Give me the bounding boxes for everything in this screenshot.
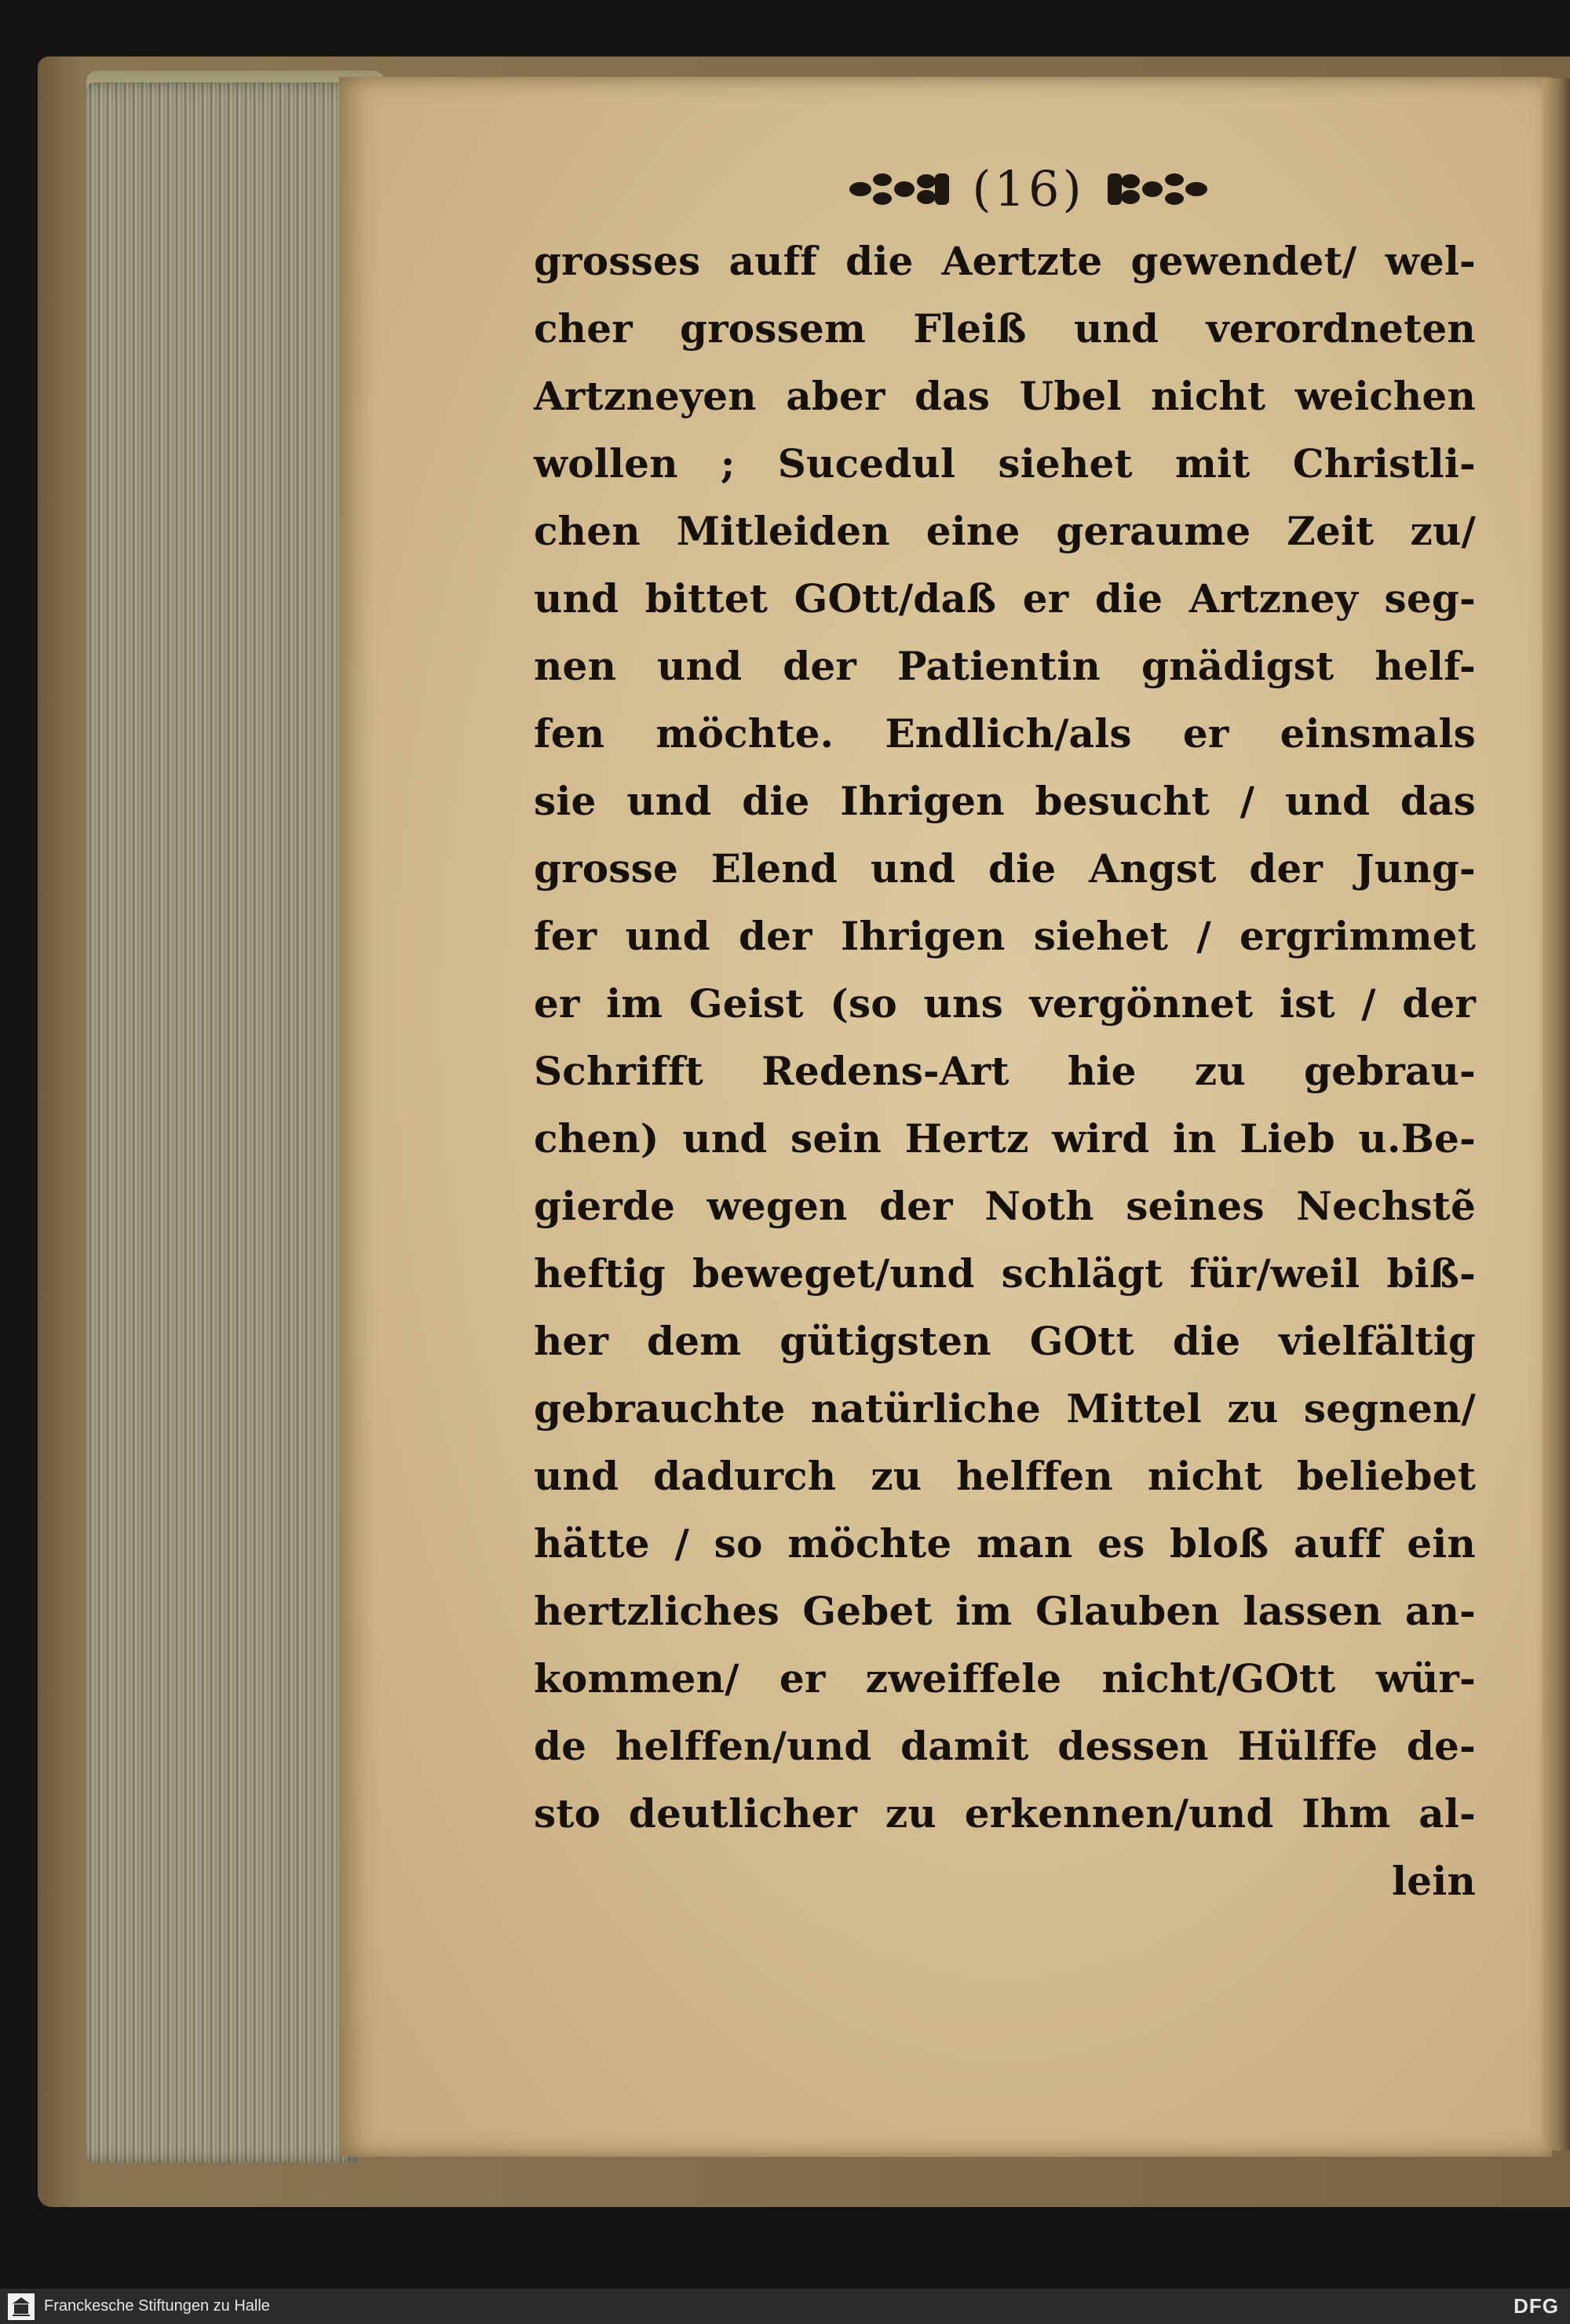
fleuron-ornament-icon [1102, 166, 1212, 213]
text-line: de helffen/und damit dessen Hülffe de- [534, 1723, 1476, 1769]
page-number: (16) [972, 160, 1085, 217]
footer-bar [0, 2289, 1570, 2324]
text-line: her dem gütigsten GOtt die vielfältig [534, 1318, 1476, 1364]
text-line: hertzliches Gebet im Glauben lassen an- [534, 1588, 1476, 1634]
dfg-logo[interactable]: DFG [1513, 2294, 1559, 2318]
text-line: fen möchte. Endlich/als er einsmals [534, 710, 1476, 757]
text-line: sie und die Ihrigen besucht / und das [534, 778, 1476, 824]
text-line: fer und der Ihrigen siehet / ergrimmet [534, 913, 1476, 959]
text-line: grosse Elend und die Angst der Jung- [534, 845, 1476, 892]
text-line: heftig beweget/und schlägt für/weil biß- [534, 1250, 1476, 1297]
page-text [534, 228, 1476, 1915]
text-line: cher grossem Fleiß und verordneten [534, 305, 1476, 352]
fleuron-ornament-icon [845, 166, 955, 213]
text-line: sto deutlicher zu erkennen/und Ihm al- [534, 1790, 1476, 1837]
text-line: Schrifft Redens-Art hie zu gebrau- [534, 1048, 1476, 1094]
text-line: hätte / so möchte man es bloß auff ein [534, 1520, 1476, 1567]
book-right-edge [1543, 78, 1570, 2151]
text-line: gebrauchte natürliche Mittel zu segnen/ [534, 1385, 1476, 1432]
text-line: chen) und sein Hertz wird in Lieb u.Be- [534, 1115, 1476, 1162]
text-line: und bittet GOtt/daß er die Artzney seg- [534, 575, 1476, 622]
text-line: grosses auff die Aertzte gewendet/ wel- [534, 238, 1476, 284]
text-line-catchword: lein [1392, 1858, 1476, 1904]
text-line: wollen ; Sucedul siehet mit Christli- [534, 440, 1476, 487]
text-line: chen Mitleiden eine geraume Zeit zu/ [534, 508, 1476, 554]
text-line: und dadurch zu helffen nicht beliebet [534, 1453, 1476, 1499]
text-line: kommen/ er zweiffele nicht/GOtt wür- [534, 1655, 1476, 1702]
footer-institution-name[interactable]: Franckesche Stiftungen zu Halle [44, 2297, 270, 2315]
page-header [816, 154, 1240, 224]
footer-institution [0, 2293, 270, 2320]
page-stack-edge [86, 82, 357, 2162]
text-line: gierde wegen der Noth seines Nechstẽ [534, 1183, 1476, 1229]
text-line: nen und der Patientin gnädigst helf- [534, 643, 1476, 689]
text-line: er im Geist (so uns vergönnet ist / der [534, 980, 1476, 1027]
text-line: Artzneyen aber das Ubel nicht weichen [534, 373, 1476, 419]
institution-building-icon [8, 2293, 35, 2320]
